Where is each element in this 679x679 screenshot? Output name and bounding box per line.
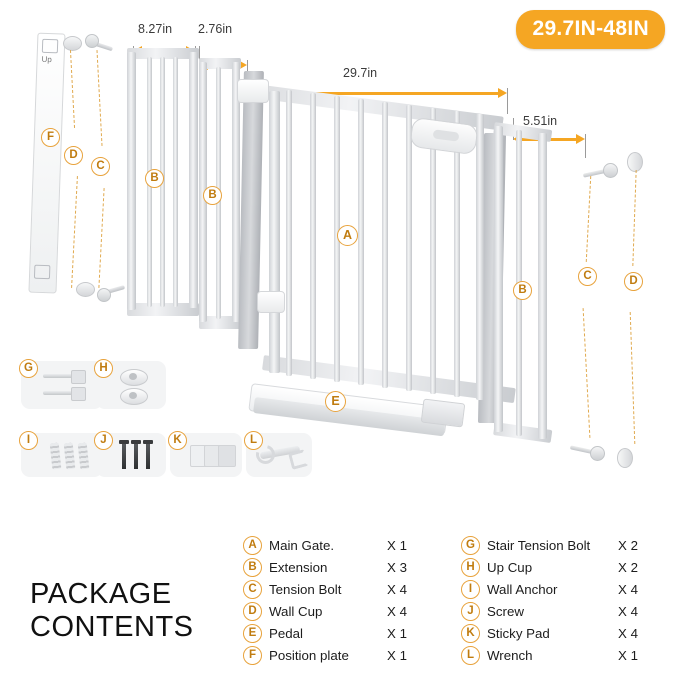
- part-box-i: [21, 433, 103, 477]
- legend-qty-l: X 1: [618, 647, 638, 663]
- legend-item-g: [461, 534, 638, 556]
- legend-column-right: [461, 534, 638, 666]
- position-plate-up-label: Up: [41, 54, 52, 65]
- callout-c-right: C: [578, 267, 597, 286]
- callout-a: A: [337, 225, 358, 246]
- legend-item-a: [243, 534, 407, 556]
- package-title-line-2: CONTENTS: [30, 611, 194, 643]
- dimension-label-8-27: 8.27in: [138, 22, 173, 36]
- legend-item-j: [461, 600, 638, 622]
- callout-e: E: [325, 391, 346, 412]
- legend-name-i: Wall Anchor: [487, 581, 558, 597]
- legend-item-c: [243, 578, 407, 600]
- legend-item-b: [243, 556, 407, 578]
- legend-marker-c: C: [243, 580, 262, 599]
- legend-name-e: Pedal: [269, 625, 304, 641]
- package-contents-title: [30, 578, 194, 644]
- legend-qty-k: X 4: [618, 625, 638, 641]
- legend-qty-c: X 4: [387, 581, 407, 597]
- legend-name-g: Stair Tension Bolt: [487, 537, 591, 553]
- leader-line-c-left-upper: [96, 50, 102, 146]
- legend-name-a: Main Gate.: [269, 537, 335, 553]
- legend-name-h: Up Cup: [487, 559, 533, 575]
- legend-qty-d: X 4: [387, 603, 407, 619]
- legend-name-d: Wall Cup: [269, 603, 323, 619]
- dimension-label-5-51: 5.51in: [523, 114, 558, 128]
- legend-qty-e: X 1: [387, 625, 407, 641]
- callout-b-1: B: [145, 169, 164, 188]
- legend-qty-b: X 3: [387, 559, 407, 575]
- part-box-l: [246, 433, 312, 477]
- legend-qty-h: X 2: [618, 559, 638, 575]
- callout-d-left: D: [64, 146, 83, 165]
- legend-item-l: [461, 644, 638, 666]
- part-box-i-marker: I: [19, 431, 38, 450]
- legend-name-f: Position plate: [269, 647, 349, 663]
- legend-marker-e: E: [243, 624, 262, 643]
- part-box-j: [96, 433, 166, 477]
- dimension-label-2-76: 2.76in: [198, 22, 233, 36]
- legend-item-h: [461, 556, 638, 578]
- legend-qty-i: X 4: [618, 581, 638, 597]
- legend-item-i: [461, 578, 638, 600]
- legend-qty-g: X 2: [618, 537, 638, 553]
- legend-name-k: Sticky Pad: [487, 625, 550, 641]
- leader-line-c-right-upper: [586, 176, 591, 262]
- dimension-label-29-7: 29.7in: [343, 66, 378, 80]
- legend-name-l: Wrench: [487, 647, 533, 663]
- part-box-j-marker: J: [94, 431, 113, 450]
- leader-line-d-right-upper: [632, 170, 636, 266]
- legend-marker-j: J: [461, 602, 480, 621]
- part-box-k-marker: K: [168, 431, 187, 450]
- callout-b-2: B: [203, 186, 222, 205]
- legend-name-c: Tension Bolt: [269, 581, 342, 597]
- part-box-g: [21, 361, 103, 409]
- legend-marker-b: B: [243, 558, 262, 577]
- legend-marker-i: I: [461, 580, 480, 599]
- part-box-g-marker: G: [19, 359, 38, 378]
- part-box-l-marker: L: [244, 431, 263, 450]
- size-range-badge: 29.7IN-48IN: [516, 10, 665, 49]
- leader-line-c-right-lower: [583, 308, 591, 438]
- callout-b-3: B: [513, 281, 532, 300]
- legend-item-d: [243, 600, 407, 622]
- leader-line-c-left-lower: [98, 188, 104, 288]
- part-box-h: [96, 361, 166, 409]
- callout-f: F: [41, 128, 60, 147]
- legend-item-k: [461, 622, 638, 644]
- legend-qty-j: X 4: [618, 603, 638, 619]
- part-box-k: [170, 433, 242, 477]
- part-pedal: [250, 375, 460, 437]
- legend-marker-l: L: [461, 646, 480, 665]
- legend-marker-d: D: [243, 602, 262, 621]
- legend-marker-g: G: [461, 536, 480, 555]
- legend-qty-f: X 1: [387, 647, 407, 663]
- package-title-line-1: PACKAGE: [30, 578, 172, 610]
- leader-line-d-left-upper: [70, 50, 75, 128]
- legend-marker-a: A: [243, 536, 262, 555]
- leader-line-d-right-lower: [630, 312, 636, 444]
- legend-column-left: [243, 534, 407, 666]
- part-position-plate: [29, 33, 64, 292]
- part-main-gate: [241, 63, 511, 425]
- legend-name-j: Screw: [487, 603, 524, 619]
- callout-d-right: D: [624, 272, 643, 291]
- leader-line-d-left-lower: [71, 176, 78, 288]
- legend-marker-f: F: [243, 646, 262, 665]
- legend-name-b: Extension: [269, 559, 328, 575]
- part-box-h-marker: H: [94, 359, 113, 378]
- callout-c-left: C: [91, 157, 110, 176]
- legend-item-f: [243, 644, 407, 666]
- legend-marker-h: H: [461, 558, 480, 577]
- legend-item-e: [243, 622, 407, 644]
- legend-marker-k: K: [461, 624, 480, 643]
- legend-qty-a: X 1: [387, 537, 407, 553]
